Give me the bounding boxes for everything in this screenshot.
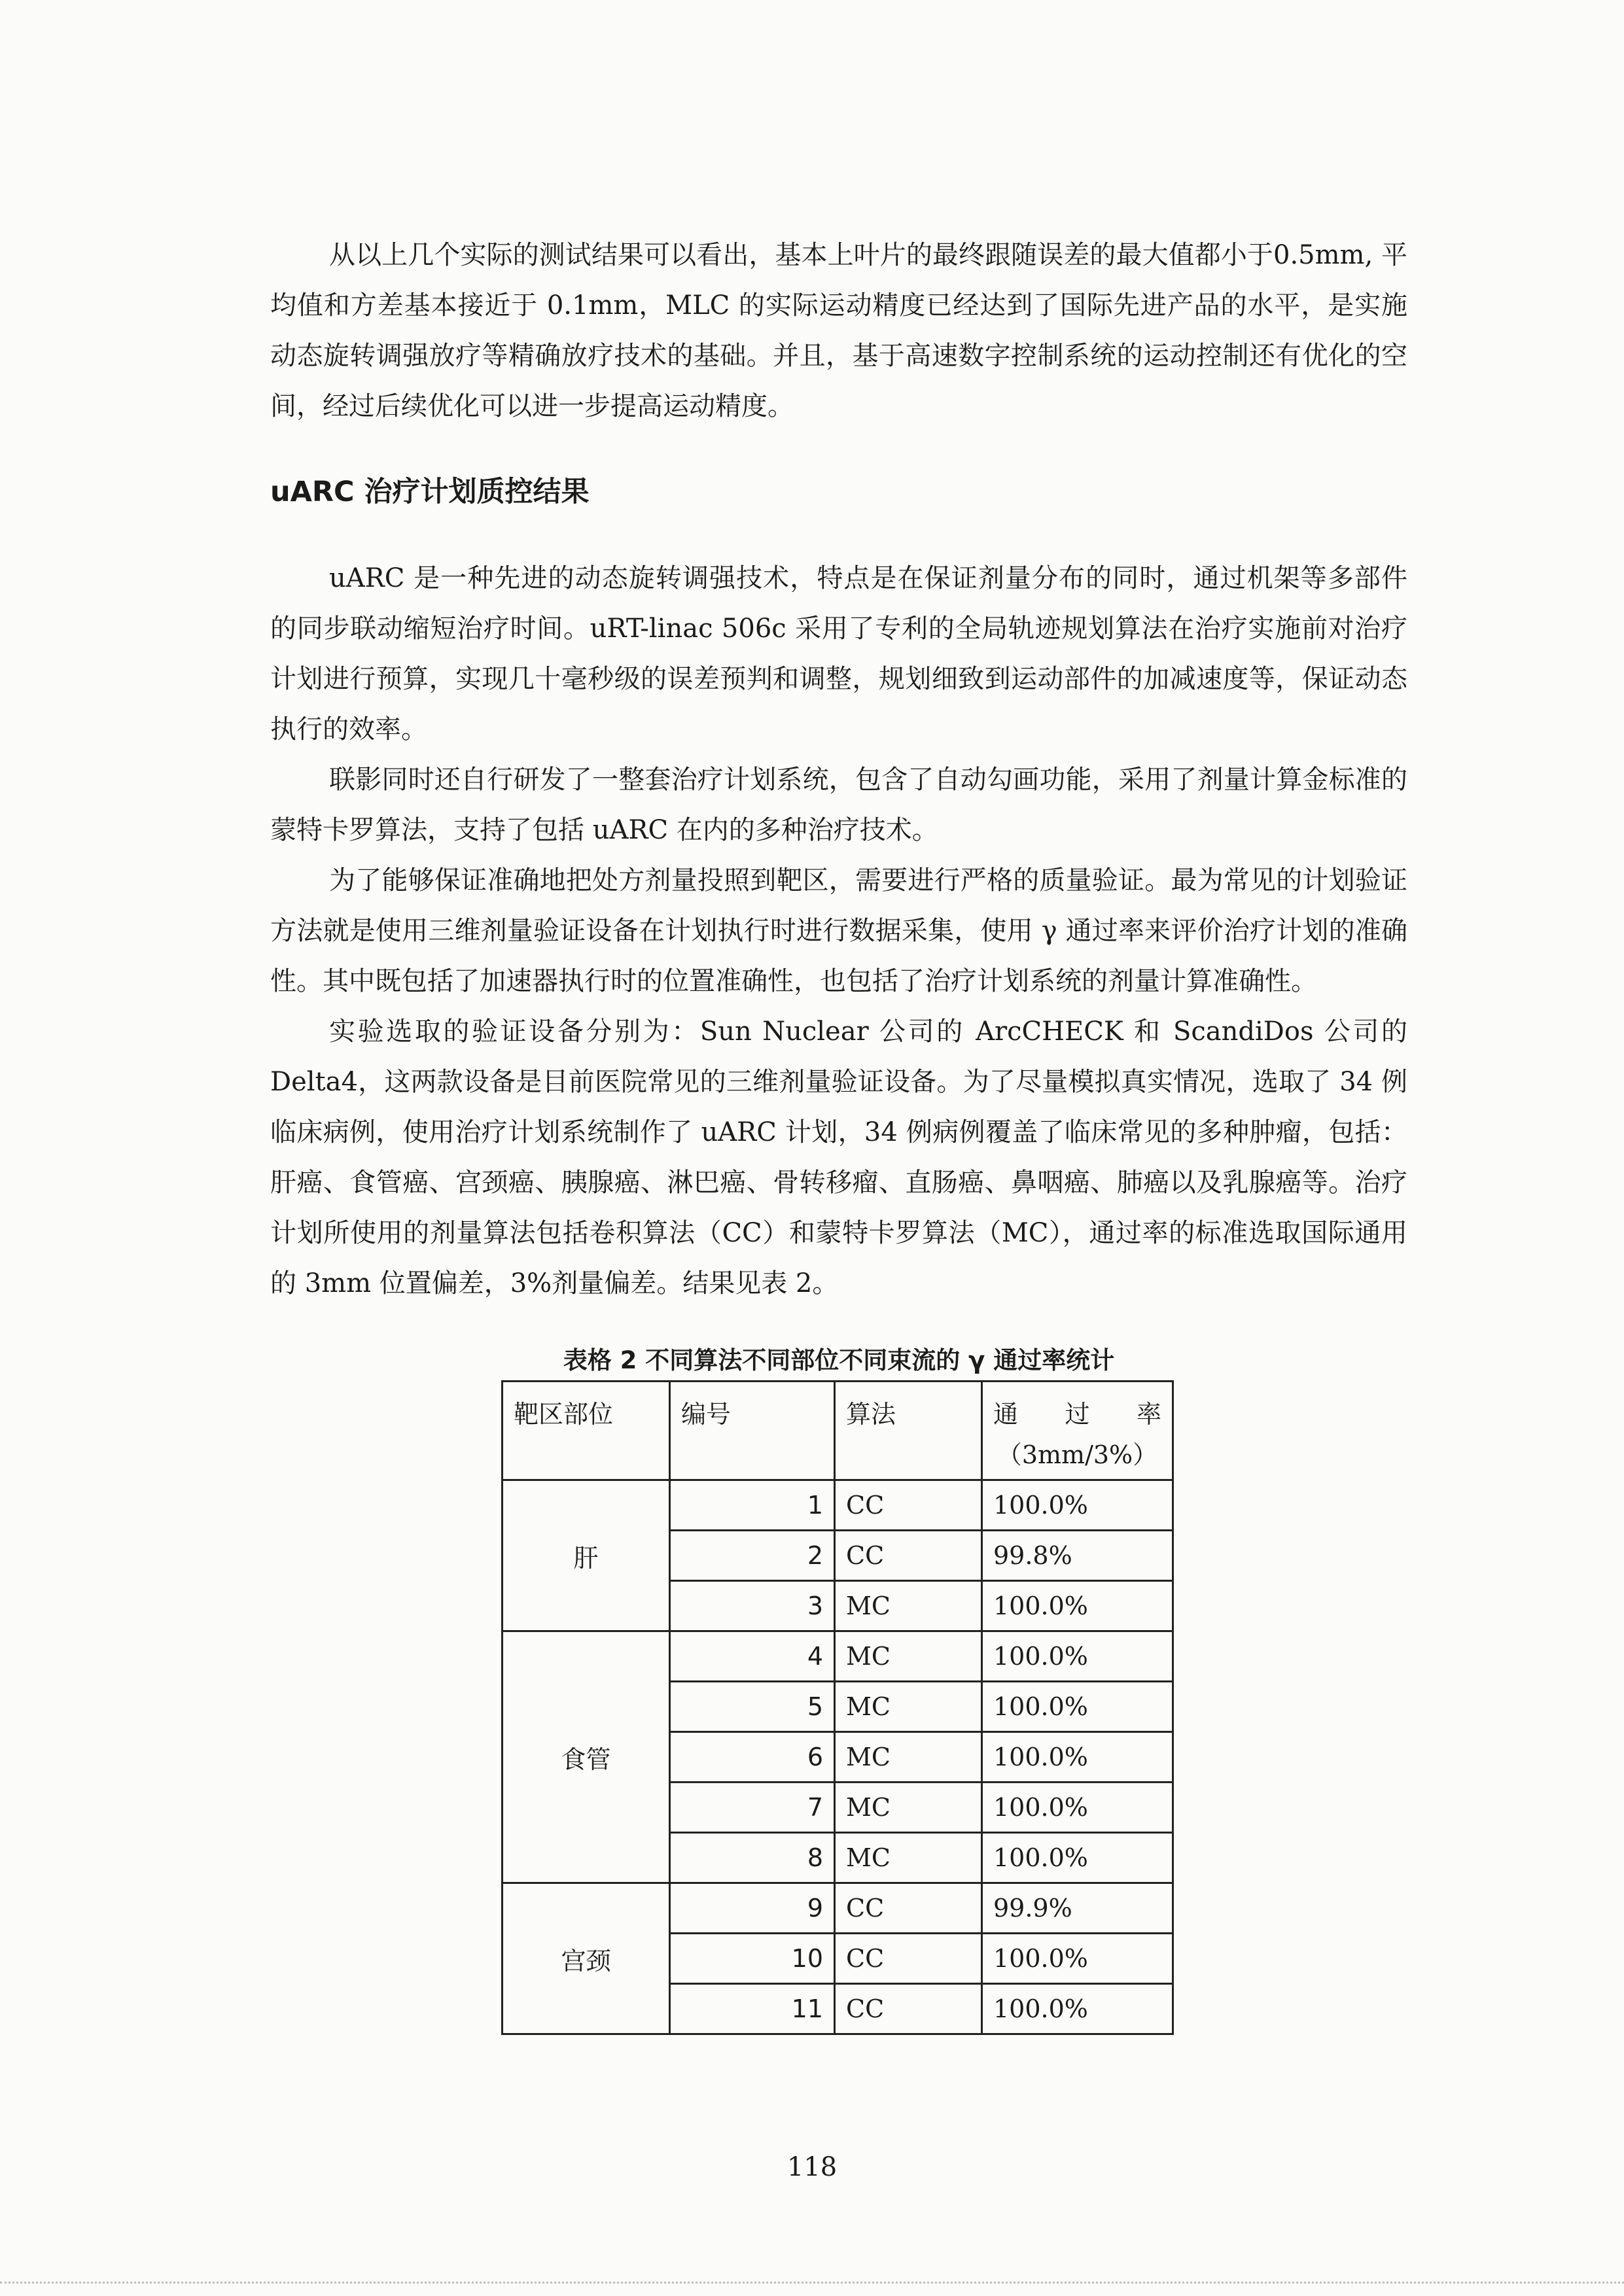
paragraph-verification: 为了能够保证准确地把处方剂量投照到靶区，需要进行严格的质量验证。最为常见的计划验证方法就是使用三维剂量验证设备在计划执行时进行数据采集，使用 γ 通过率来评价治疗计划的准确性。其中既包括了加速器执行时的位置准确性，也包括了治疗计划系统的剂量计算准确性。 — [270, 865, 1407, 996]
paragraph-tps: 联影同时还自行研发了一整套治疗计划系统，包含了自动勾画功能，采用了剂量计算金标准的蒙特卡罗算法，支持了包括 uARC 在内的多种治疗技术。 — [270, 765, 1407, 845]
table-row — [503, 1631, 1173, 1682]
header-rate-char: 通 — [993, 1400, 1019, 1429]
page-number: 118 — [786, 2152, 838, 2182]
table-row — [503, 1883, 1173, 1934]
number-cell: 2 — [670, 1531, 835, 1581]
algorithm-cell: CC — [835, 1883, 982, 1934]
section-body — [270, 553, 1407, 1309]
number-cell: 5 — [670, 1682, 835, 1732]
pass-rate-cell: 99.8% — [982, 1531, 1173, 1581]
number-cell: 11 — [670, 1984, 835, 2034]
table-row — [503, 1480, 1173, 1531]
algorithm-cell: MC — [835, 1682, 982, 1732]
header-pass-rate-label — [993, 1394, 1161, 1435]
pass-rate-cell: 100.0% — [982, 1480, 1173, 1531]
gamma-pass-rate-table — [501, 1380, 1174, 2035]
pass-rate-cell: 99.9% — [982, 1883, 1173, 1934]
section-heading: uARC 治疗计划质控结果 — [270, 476, 590, 508]
header-number: 编号 — [670, 1382, 835, 1480]
paragraph-mlc-accuracy: 从以上几个实际的测试结果可以看出，基本上叶片的最终跟随误差的最大值都小于0.5mm, 平均值和方差基本接近于 0.1mm，MLC 的实际运动精度已经达到了国际先进产品的水平，是实施动态旋转调强放疗等精确放疗技术的基础。并且，基于高速数字控制系统的运动控制还有优化的空间，经过后续优化可以进一步提高运动精度。 — [270, 240, 1407, 421]
intro-text-block — [270, 230, 1407, 432]
pass-rate-cell: 100.0% — [982, 1732, 1173, 1783]
header-site: 靶区部位 — [503, 1382, 670, 1480]
header-algorithm: 算法 — [835, 1382, 982, 1480]
table-caption: 表格 2 不同算法不同部位不同束流的 γ 通过率统计 — [563, 1346, 1115, 1374]
pass-rate-cell: 100.0% — [982, 1581, 1173, 1631]
paragraph-uarc-intro: uARC 是一种先进的动态旋转调强技术，特点是在保证剂量分布的同时，通过机架等多部件的同步联动缩短治疗时间。uRT-linac 506c 采用了专利的全局轨迹规划算法在治疗实施前对治疗计划进行预算，实现几十毫秒级的误差预判和调整，规划细致到运动部件的加减速度等，保证动态执行的效率。 — [270, 563, 1407, 744]
pass-rate-cell: 100.0% — [982, 1631, 1173, 1682]
number-cell: 7 — [670, 1783, 835, 1833]
pass-rate-cell: 100.0% — [982, 1984, 1173, 2034]
site-cell: 肝 — [503, 1480, 670, 1631]
algorithm-cell: CC — [835, 1984, 982, 2034]
header-pass-rate — [982, 1382, 1173, 1480]
number-cell: 1 — [670, 1480, 835, 1531]
pass-rate-cell: 100.0% — [982, 1833, 1173, 1883]
header-rate-char: 率 — [1136, 1400, 1161, 1429]
header-rate-char: 过 — [1065, 1400, 1090, 1429]
scan-edge-divider — [0, 2282, 1624, 2284]
algorithm-cell: MC — [835, 1732, 982, 1783]
number-cell: 8 — [670, 1833, 835, 1883]
pass-rate-cell: 100.0% — [982, 1783, 1173, 1833]
pass-rate-cell: 100.0% — [982, 1934, 1173, 1984]
algorithm-cell: CC — [835, 1531, 982, 1581]
algorithm-cell: MC — [835, 1631, 982, 1682]
algorithm-cell: MC — [835, 1833, 982, 1883]
header-pass-rate-criteria: （3mm/3%） — [997, 1440, 1158, 1469]
site-cell: 宫颈 — [503, 1883, 670, 2034]
paragraph-experiment: 实验选取的验证设备分别为：Sun Nuclear 公司的 ArcCHECK 和 ScandiDos 公司的 Delta4，这两款设备是目前医院常见的三维剂量验证设备。为了尽量模拟真实情况，选取了 34 例临床病例，使用治疗计划系统制作了 uARC 计划，34 例病例覆盖了临床常见的多种肿瘤，包括：肝癌、食管癌、宫颈癌、胰腺癌、淋巴癌、骨转移瘤、直肠癌、鼻咽癌、肺癌以及乳腺癌等。治疗计划所使用的剂量算法包括卷积算法（CC）和蒙特卡罗算法（MC），通过率的标准选取国际通用的 3mm 位置偏差，3%剂量偏差。结果见表 2。 — [270, 1017, 1407, 1298]
number-cell: 3 — [670, 1581, 835, 1631]
number-cell: 4 — [670, 1631, 835, 1682]
number-cell: 9 — [670, 1883, 835, 1934]
algorithm-cell: CC — [835, 1480, 982, 1531]
table-header-row — [503, 1382, 1173, 1480]
algorithm-cell: MC — [835, 1783, 982, 1833]
number-cell: 6 — [670, 1732, 835, 1783]
site-cell: 食管 — [503, 1631, 670, 1883]
algorithm-cell: MC — [835, 1581, 982, 1631]
algorithm-cell: CC — [835, 1934, 982, 1984]
number-cell: 10 — [670, 1934, 835, 1984]
pass-rate-cell: 100.0% — [982, 1682, 1173, 1732]
